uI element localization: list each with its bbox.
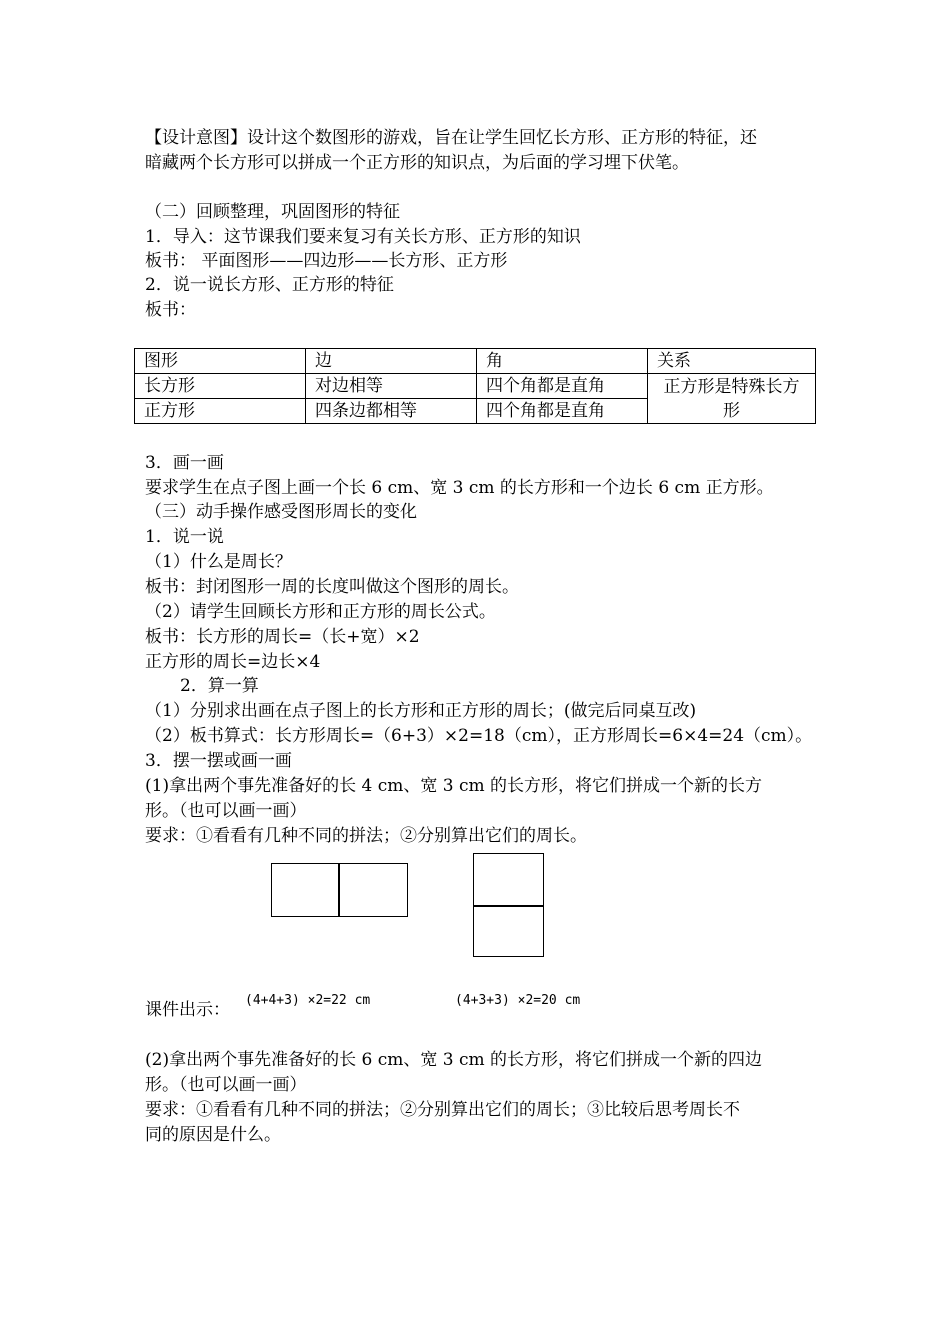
section2-title: （二）回顾整理，巩固图形的特征 — [145, 202, 400, 222]
part1-line1: (1)拿出两个事先准备好的长 4 cm、宽 3 cm 的长方形，将它们拼成一个新的长方 — [145, 776, 763, 796]
table-cell: 四条边都相等 — [306, 399, 477, 424]
calc-1: （1）分别求出画在点子图上的长方形和正方形的周长；(做完后同桌互改) — [145, 701, 697, 721]
part2-line2: 形。（也可以画一画） — [145, 1075, 307, 1095]
requirement-1: 要求：①看看有几种不同的拼法；②分别算出它们的周长。 — [145, 826, 587, 846]
question-2: （2）请学生回顾长方形和正方形的周长公式。 — [145, 602, 496, 622]
requirement-2-line1: 要求：①看看有几种不同的拼法；②分别算出它们的周长；③比较后思考周长不 — [145, 1100, 740, 1120]
board-note-4: 板书：长方形的周长=（长+宽）×2 — [145, 627, 420, 647]
horizontal-perimeter-formula: (4+4+3) ×2=22 cm — [245, 993, 371, 1008]
part2-line1: (2)拿出两个事先准备好的长 6 cm、宽 3 cm 的长方形，将它们拼成一个新的四边 — [145, 1050, 763, 1070]
square-formula: 正方形的周长=边长×4 — [145, 652, 321, 672]
courseware-label: 课件出示： — [145, 1000, 230, 1020]
design-intent-line2: 暗藏两个长方形可以拼成一个正方形的知识点，为后面的学习埋下伏笔。 — [145, 153, 689, 173]
figure-divider — [473, 905, 544, 907]
s3-title: 3．摆一摆或画一画 — [145, 751, 292, 771]
s1-title: 1．说一说 — [145, 527, 224, 547]
table-cell: 正方形 — [135, 399, 306, 424]
design-intent-line1: 【设计意图】设计这个数图形的游戏，旨在让学生回忆长方形、正方形的特征，还 — [145, 128, 757, 148]
table-cell: 长方形 — [135, 374, 306, 399]
table-row — [135, 374, 816, 399]
question-1: （1）什么是周长？ — [145, 552, 292, 572]
section3-title: （三）动手操作感受图形周长的变化 — [145, 502, 417, 522]
step2-title: 2．说一说长方形、正方形的特征 — [145, 275, 394, 295]
draw-requirement: 要求学生在点子图上画一个长 6 cm、宽 3 cm 的长方形和一个边长 6 cm 正方形。 — [145, 478, 774, 498]
board-note-1: 板书： 平面图形——四边形——长方形、正方形 — [145, 251, 508, 271]
requirement-2-line2: 同的原因是什么。 — [145, 1125, 281, 1145]
table-header-cell: 关系 — [648, 349, 816, 374]
relation-cell: 正方形是特殊长方形 — [648, 374, 816, 424]
vertical-perimeter-formula: (4+3+3) ×2=20 cm — [455, 993, 581, 1008]
calc-2: （2）板书算式：长方形周长=（6+3）×2=18（cm），正方形周长=6×4=24（cm）。 — [145, 726, 813, 746]
part1-line2: 形。（也可以画一画） — [145, 801, 307, 821]
features-table — [134, 348, 816, 424]
board-note-2: 板书： — [145, 300, 196, 320]
table-cell: 对边相等 — [306, 374, 477, 399]
step1-intro: 1．导入：这节课我们要来复习有关长方形、正方形的知识 — [145, 227, 581, 247]
table-cell: 四个角都是直角 — [477, 399, 648, 424]
table-cell: 四个角都是直角 — [477, 374, 648, 399]
figure-divider — [338, 863, 340, 917]
horizontal-rectangles-figure — [271, 863, 408, 917]
table-header-cell: 图形 — [135, 349, 306, 374]
table-header-cell: 角 — [477, 349, 648, 374]
table-header-row — [135, 349, 816, 374]
step3-title: 3．画一画 — [145, 453, 224, 473]
s2-title: 2．算一算 — [180, 676, 259, 696]
table-header-cell: 边 — [306, 349, 477, 374]
board-note-3: 板书：封闭图形一周的长度叫做这个图形的周长。 — [145, 577, 519, 597]
